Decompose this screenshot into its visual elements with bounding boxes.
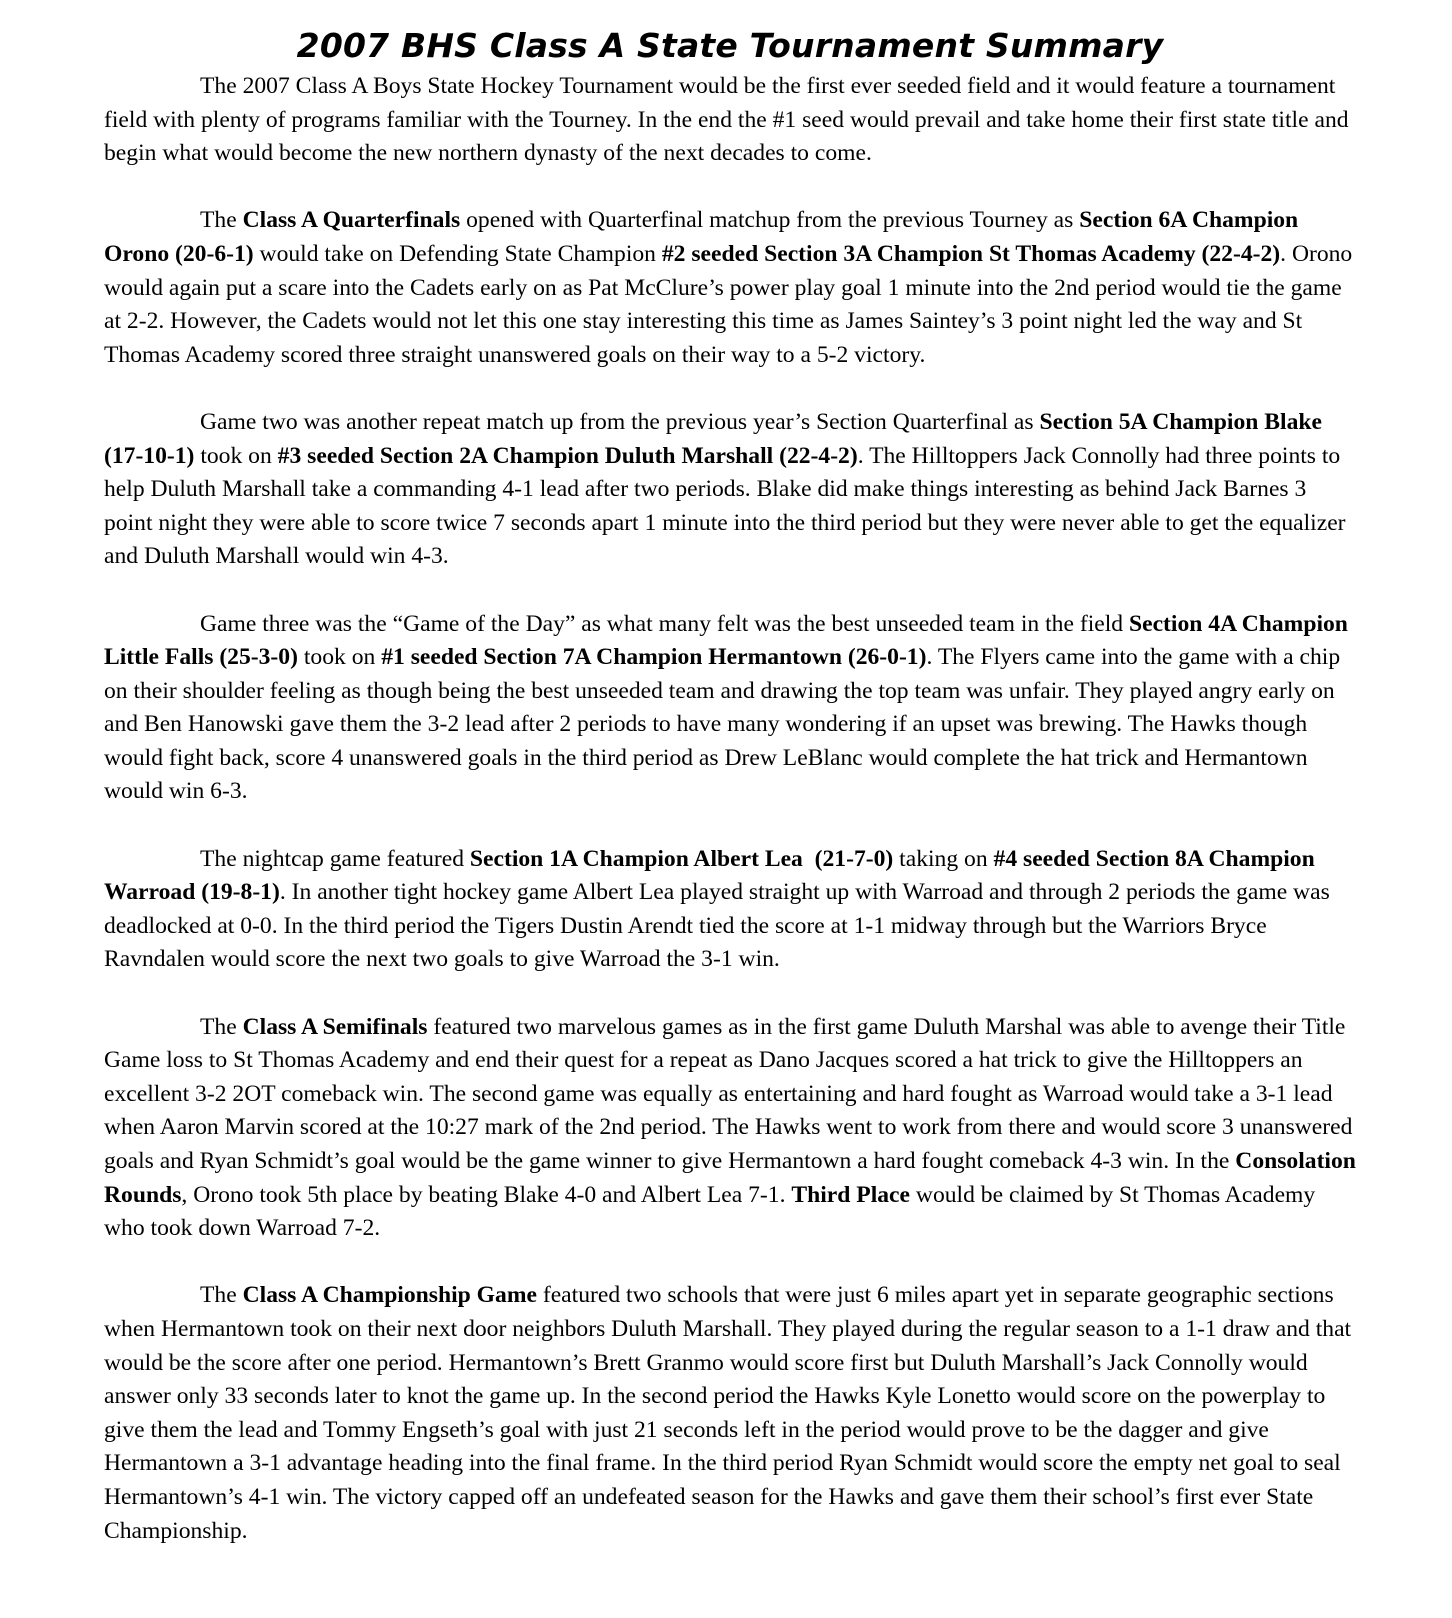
- text-run: would take on Defending State Champion: [253, 240, 662, 267]
- bold-text-run: Section 4A Champion Little Falls (25-3-0): [104, 610, 1348, 671]
- text-run: The: [200, 1013, 243, 1040]
- bold-text-run: Class A Semifinals: [242, 1013, 428, 1040]
- document-page: [104, 22, 1356, 1582]
- bold-text-run: #3 seeded Section 2A Champion Duluth Marshall (22-4-2): [277, 442, 858, 469]
- bold-text-run: Class A Championship Game: [242, 1282, 537, 1309]
- text-run: opened with Quarterfinal matchup from the previous Tourney as: [460, 207, 1080, 234]
- text-run: taking on: [893, 845, 994, 872]
- text-run: featured two marvelous games as in the first game Duluth Marshal was able to avenge their Title Game loss to St Thomas Academy and end their quest for a repeat as Dano Jacques scored a hat trick to give the Hilltoppers an excellent 3-2 2OT comeback win. The second game was equally as entertaining and hard fought as Warroad would take a 3-1 lead when Aaron Marvin scored at the 10:27 mark of the 2nd period. The Hawks went to work from there and would score 3 unanswered goals and Ryan Schmidt’s goal would be the game winner to give Hermantown a hard fought comeback 4-3 win. In the: [104, 1013, 1353, 1174]
- text-run: Game two was another repeat match up from the previous year’s Section Quarterfinal as: [200, 408, 1040, 435]
- text-run: The: [200, 207, 243, 234]
- bold-text-run: Section 5A Champion Blake (17-10-1): [104, 408, 1322, 469]
- text-run: The 2007 Class A Boys State Hockey Tournament would be the first ever seeded field and it would feature a tournament field with plenty of programs familiar with the Tourney. In the end the #1 seed would prevail and take home their first state title and begin what would become the new northern dynasty of the next decades to come.: [104, 73, 1349, 167]
- text-run: would be claimed by St Thomas Academy who took down Warroad 7-2.: [104, 1181, 1316, 1242]
- quarterfinal-game-one-paragraph: [104, 204, 1356, 372]
- bold-text-run: Third Place: [791, 1181, 911, 1208]
- text-run: . The Flyers came into the game with a chip on their shoulder feeling as though being the best unseeded team and drawing the top team was unfair. They played angry early on and Ben Hanowski gave them the 3-2 lead after 2 periods to have many wondering if an upset was brewing. The Hawks though would fight back, score 4 unanswered goals in the third period as Drew LeBlanc would complete the hat trick and Hermantown would win 6-3.: [104, 644, 1341, 805]
- document-title: 2007 BHS Class A State Tournament Summary: [296, 26, 1164, 65]
- text-run: , Orono took 5th place by beating Blake 4-0 and Albert Lea 7-1.: [181, 1181, 792, 1208]
- intro-paragraph: [104, 70, 1356, 171]
- bold-text-run: #1 seeded Section 7A Champion Hermantown (26-0-1): [381, 644, 927, 671]
- quarterfinal-game-three-paragraph: [104, 608, 1356, 810]
- text-run: Game three was the “Game of the Day” as what many felt was the best unseeded team in the field: [200, 610, 1129, 637]
- bold-text-run: Section 6A Champion Orono (20-6-1): [104, 207, 1299, 267]
- text-run: The: [200, 1282, 243, 1309]
- bold-text-run: #4 seeded Section 8A Champion Warroad (19-8-1): [104, 845, 1315, 906]
- text-run: . In another tight hockey game Albert Lea played straight up with Warroad and through 2 periods the game was deadlocked at 0-0. In the third period the Tigers Dustin Arendt tied the score at 1-1 midway through but the Warriors Bryce Ravndalen would score the next two goals to give Warroad the 3-1 win.: [104, 879, 1330, 973]
- quarterfinal-game-four-paragraph: [104, 843, 1356, 977]
- text-run: . Orono would again put a scare into the Cadets early on as Pat McClure’s power play goal 1 minute into the 2nd period would tie the game at 2-2. However, the Cadets would not let this one stay interesting this time as James Saintey’s 3 point night led the way and St Thomas Academy scored three straight unanswered goals on their way to a 5-2 victory.: [104, 240, 1353, 368]
- championship-paragraph: [104, 1279, 1356, 1548]
- quarterfinal-game-two-paragraph: [104, 406, 1356, 574]
- bold-text-run: Section 1A Champion Albert Lea (21-7-0): [469, 845, 894, 872]
- semifinals-paragraph: [104, 1011, 1356, 1246]
- bold-text-run: Class A Quarterfinals: [242, 207, 461, 234]
- bold-text-run: Consolation Rounds: [104, 1148, 1356, 1208]
- text-run: . The Hilltoppers Jack Connolly had three points to help Duluth Marshall take a commanding 4-1 lead after two periods. Blake did make things interesting as behind Jack Barnes 3 point night they were able to score twice 7 seconds apart 1 minute into the third period but they were never able to get the equalizer and Duluth Marshall would win 4-3.: [104, 442, 1346, 570]
- text-run: featured two schools that were just 6 miles apart yet in separate geographic sections when Hermantown took on their next door neighbors Duluth Marshall. They played during the regular season to a 1-1 draw and that would be the score after one period. Hermantown’s Brett Granmo would score first but Duluth Marshall’s Jack Connolly would answer only 33 seconds later to knot the game up. In the second period the Hawks Kyle Lonetto would score on the powerplay to give them the lead and Tommy Engseth’s goal with just 21 seconds left in the period would prove to be the dagger and give Hermantown a 3-1 advantage heading into the final frame. In the third period Ryan Schmidt would score the empty net goal to seal Hermantown’s 4-1 win. The victory capped off an undefeated season for the Hawks and gave them their school’s first ever State Championship.: [104, 1282, 1352, 1544]
- bold-text-run: #2 seeded Section 3A Champion St Thomas Academy (22-4-2): [661, 240, 1281, 267]
- text-run: took on: [297, 644, 382, 671]
- text-run: took on: [194, 442, 278, 469]
- text-run: The nightcap game featured: [200, 845, 470, 872]
